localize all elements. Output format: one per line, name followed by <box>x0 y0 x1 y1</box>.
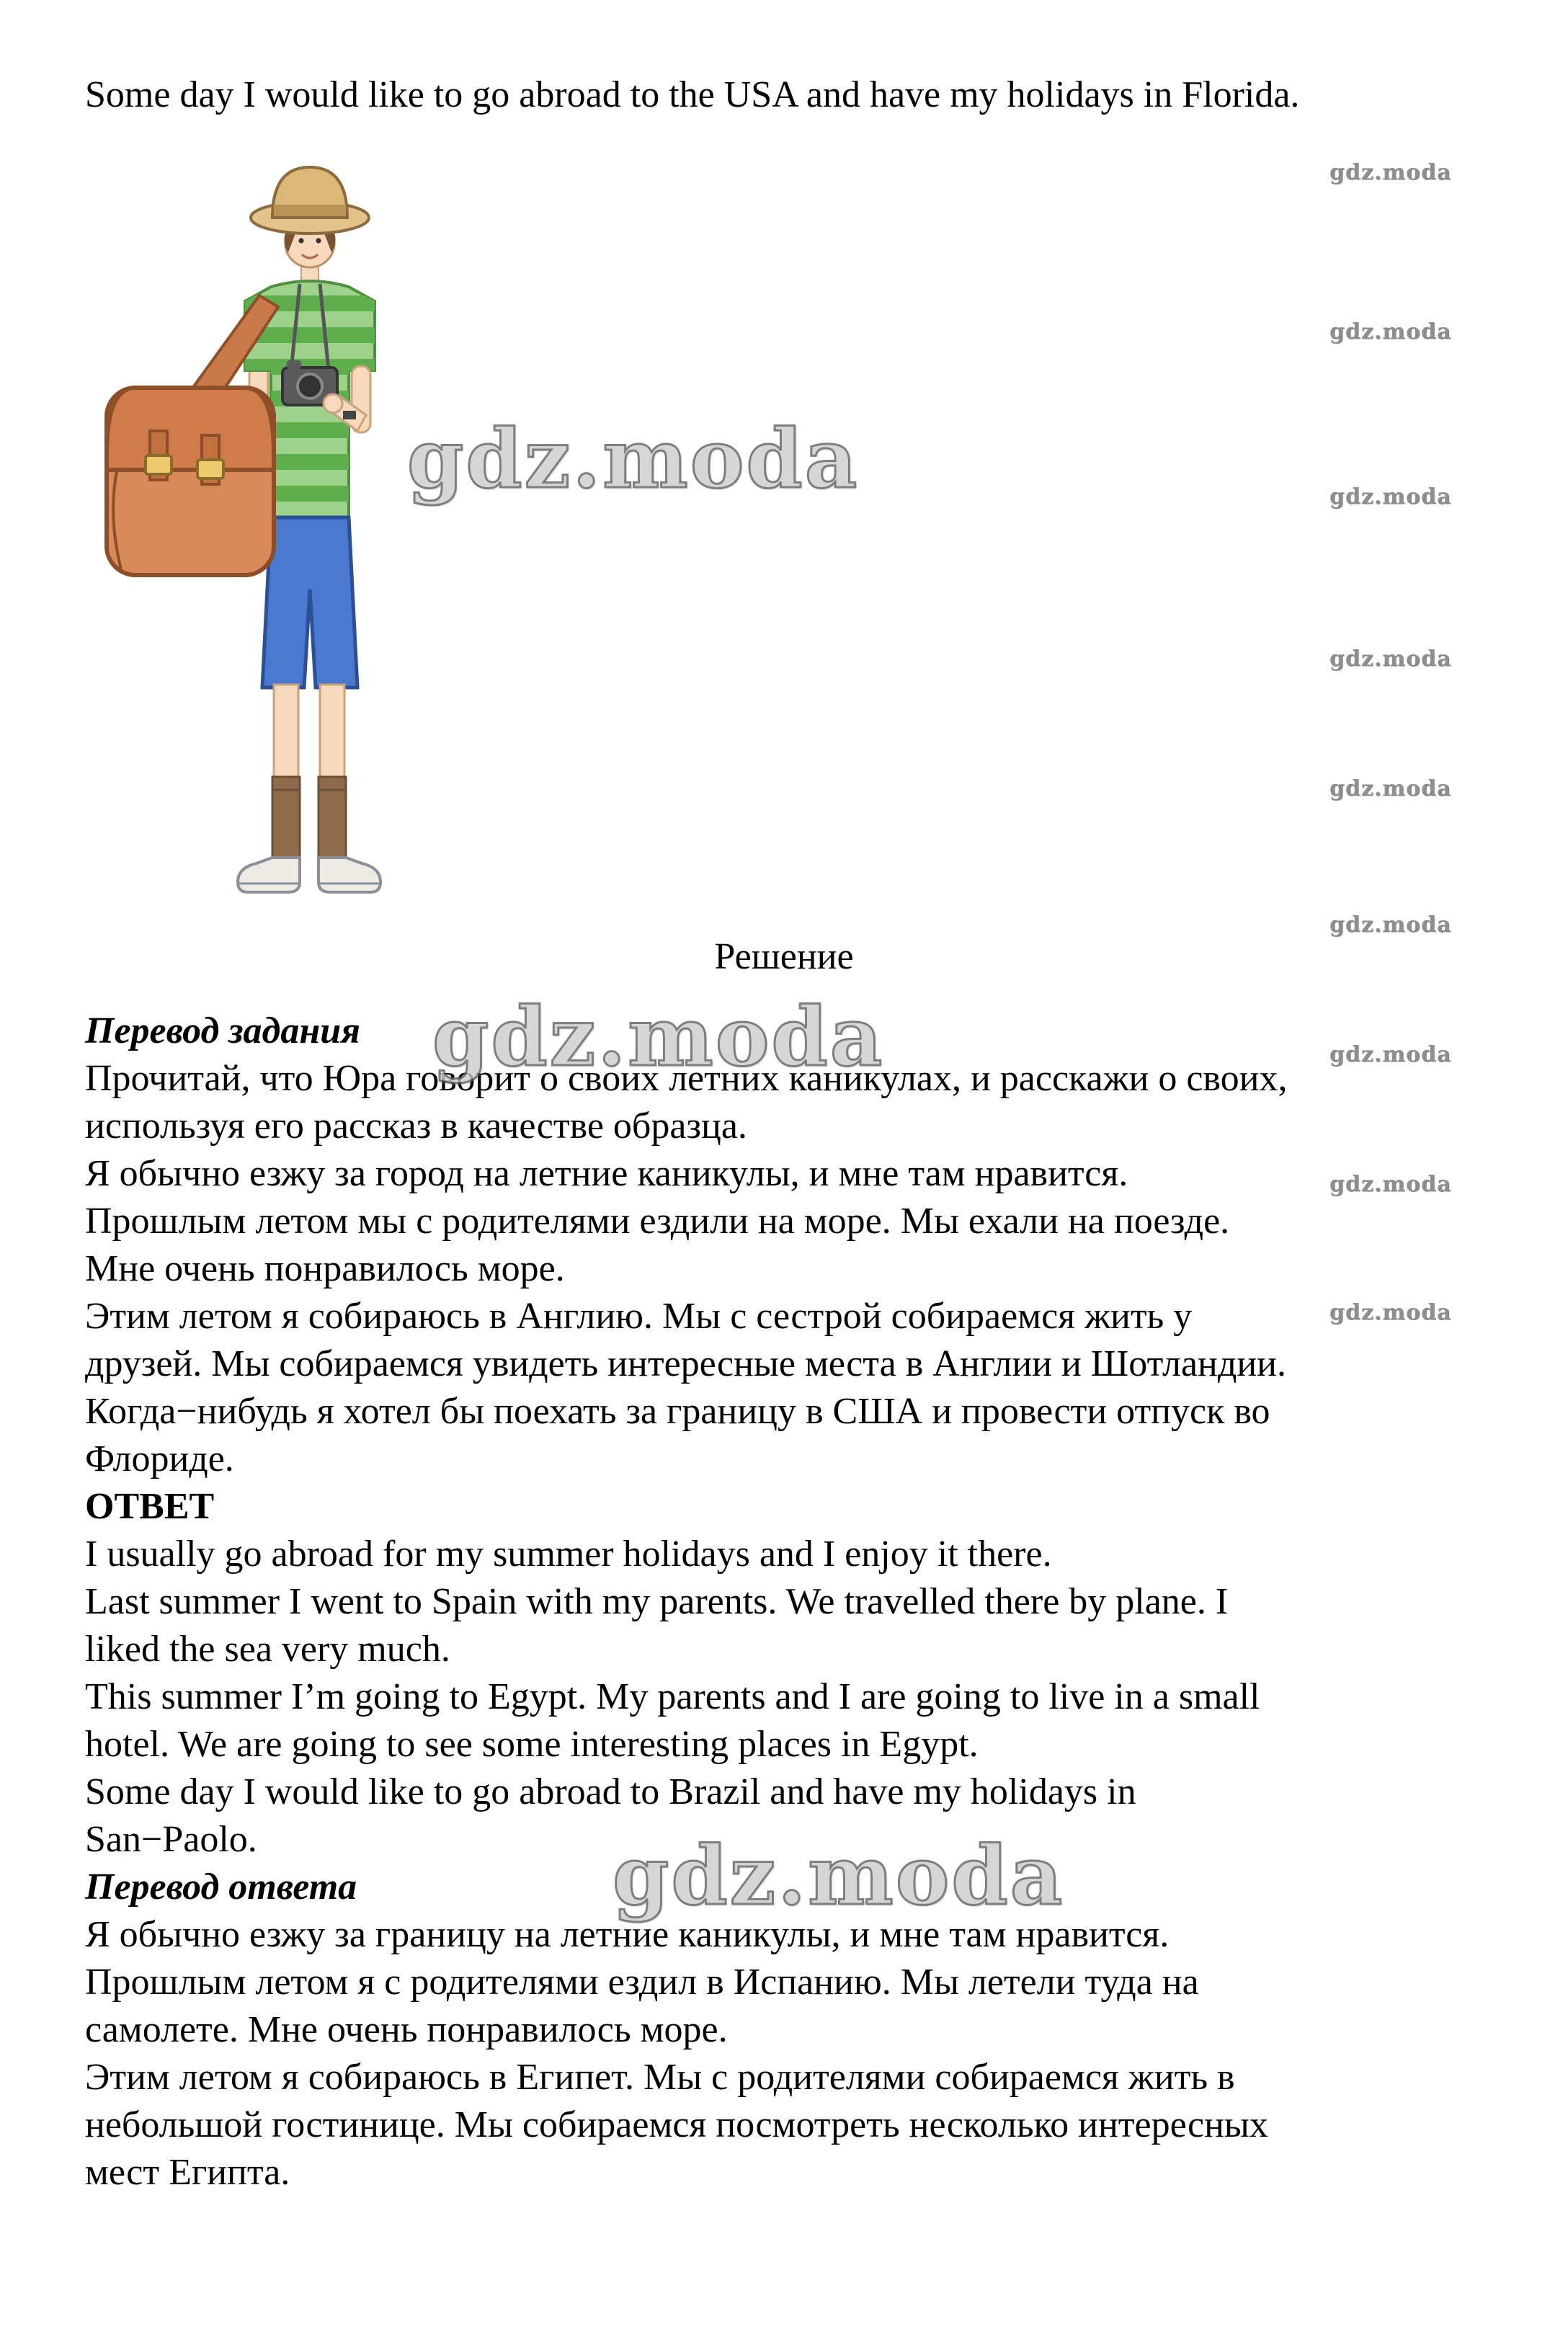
watermark-small-5: gdz.moda <box>1329 776 1452 801</box>
task-translation-line: Флориде. <box>85 1438 234 1479</box>
watermark-large-2: gdz.moda <box>432 990 885 1085</box>
shoulder-bag <box>107 295 278 575</box>
intro-sentence: Some day I would like to go abroad to the USA and have my holidays in Florida. <box>85 74 1300 115</box>
answer-line: This summer I’m going to Egypt. My parents and I are going to live in a small <box>85 1676 1260 1717</box>
watermark-small-4: gdz.moda <box>1329 646 1452 672</box>
task-translation-line: Этим летом я собираюсь в Англию. Мы с сестрой собираемся жить у <box>85 1296 1193 1337</box>
answer-line: San−Paolo. <box>85 1819 257 1860</box>
answer-translation-line: Я обычно езжу за границу на летние каникулы, и мне там нравится. <box>85 1914 1170 1955</box>
translation-answer-heading: Перевод ответа <box>85 1866 357 1908</box>
answer-translation-line: небольшой гостинице. Мы собираемся посмотреть несколько интересных <box>85 2104 1268 2145</box>
answer-line: Some day I would like to go abroad to Brazil and have my holidays in <box>85 1771 1136 1812</box>
task-translation-line: Прочитай, что Юра говорит о своих летних каникулах, и расскажи о своих, <box>85 1058 1288 1099</box>
watermark-small-6: gdz.moda <box>1329 912 1452 938</box>
task-translation-line: Я обычно езжу за город на летние каникулы, и мне там нравится. <box>85 1153 1128 1194</box>
answer-line: Last summer I went to Spain with my parents. We travelled there by plane. I <box>85 1581 1229 1622</box>
watermark-small-2: gdz.moda <box>1329 319 1452 344</box>
solution-text-block <box>85 1007 1497 2197</box>
answer-translation-line: самолете. Мне очень понравилось море. <box>85 2009 728 2050</box>
answer-line: hotel. We are going to see some interesting places in Egypt. <box>85 1724 979 1765</box>
legs <box>274 685 344 786</box>
boy-traveler-illustration <box>101 157 418 899</box>
watermark-small-1: gdz.moda <box>1329 160 1452 185</box>
safari-hat <box>251 167 369 233</box>
answer-translation-line: мест Египта. <box>85 2152 290 2193</box>
socks <box>272 777 346 860</box>
sneakers <box>238 858 380 892</box>
answer-translation-line: Этим летом я собираюсь в Египет. Мы с родителями собираемся жить в <box>85 2057 1235 2098</box>
watermark-large-3: gdz.moda <box>612 1829 1065 1923</box>
watermark-small-9: gdz.moda <box>1329 1300 1452 1325</box>
task-translation-line: Мне очень понравилось море. <box>85 1248 565 1289</box>
watermark-small-3: gdz.moda <box>1329 484 1452 509</box>
task-translation-line: друзей. Мы собираемся увидеть интересные места в Англии и Шотландии. <box>85 1343 1286 1384</box>
task-translation-line: Когда−нибудь я хотел бы поехать за границу в США и провести отпуск во <box>85 1391 1270 1432</box>
task-translation-line: используя его рассказ в качестве образца. <box>85 1105 747 1147</box>
watermark-small-7: gdz.moda <box>1329 1042 1452 1067</box>
shorts <box>262 517 357 687</box>
answer-line: liked the sea very much. <box>85 1629 450 1670</box>
watermark-small-8: gdz.moda <box>1329 1172 1452 1197</box>
translation-task-heading: Перевод задания <box>85 1010 360 1051</box>
wristwatch <box>343 411 356 419</box>
solution-heading: Решение <box>714 936 854 977</box>
watermark-large-1: gdz.moda <box>407 412 860 507</box>
answer-translation-line: Прошлым летом я с родителями ездил в Испанию. Мы летели туда на <box>85 1962 1199 2003</box>
answer-heading: ОТВЕТ <box>85 1486 215 1527</box>
answer-line: I usually go abroad for my summer holidays and I enjoy it there. <box>85 1534 1052 1575</box>
task-translation-line: Прошлым летом мы с родителями ездили на море. Мы ехали на поезде. <box>85 1201 1230 1242</box>
